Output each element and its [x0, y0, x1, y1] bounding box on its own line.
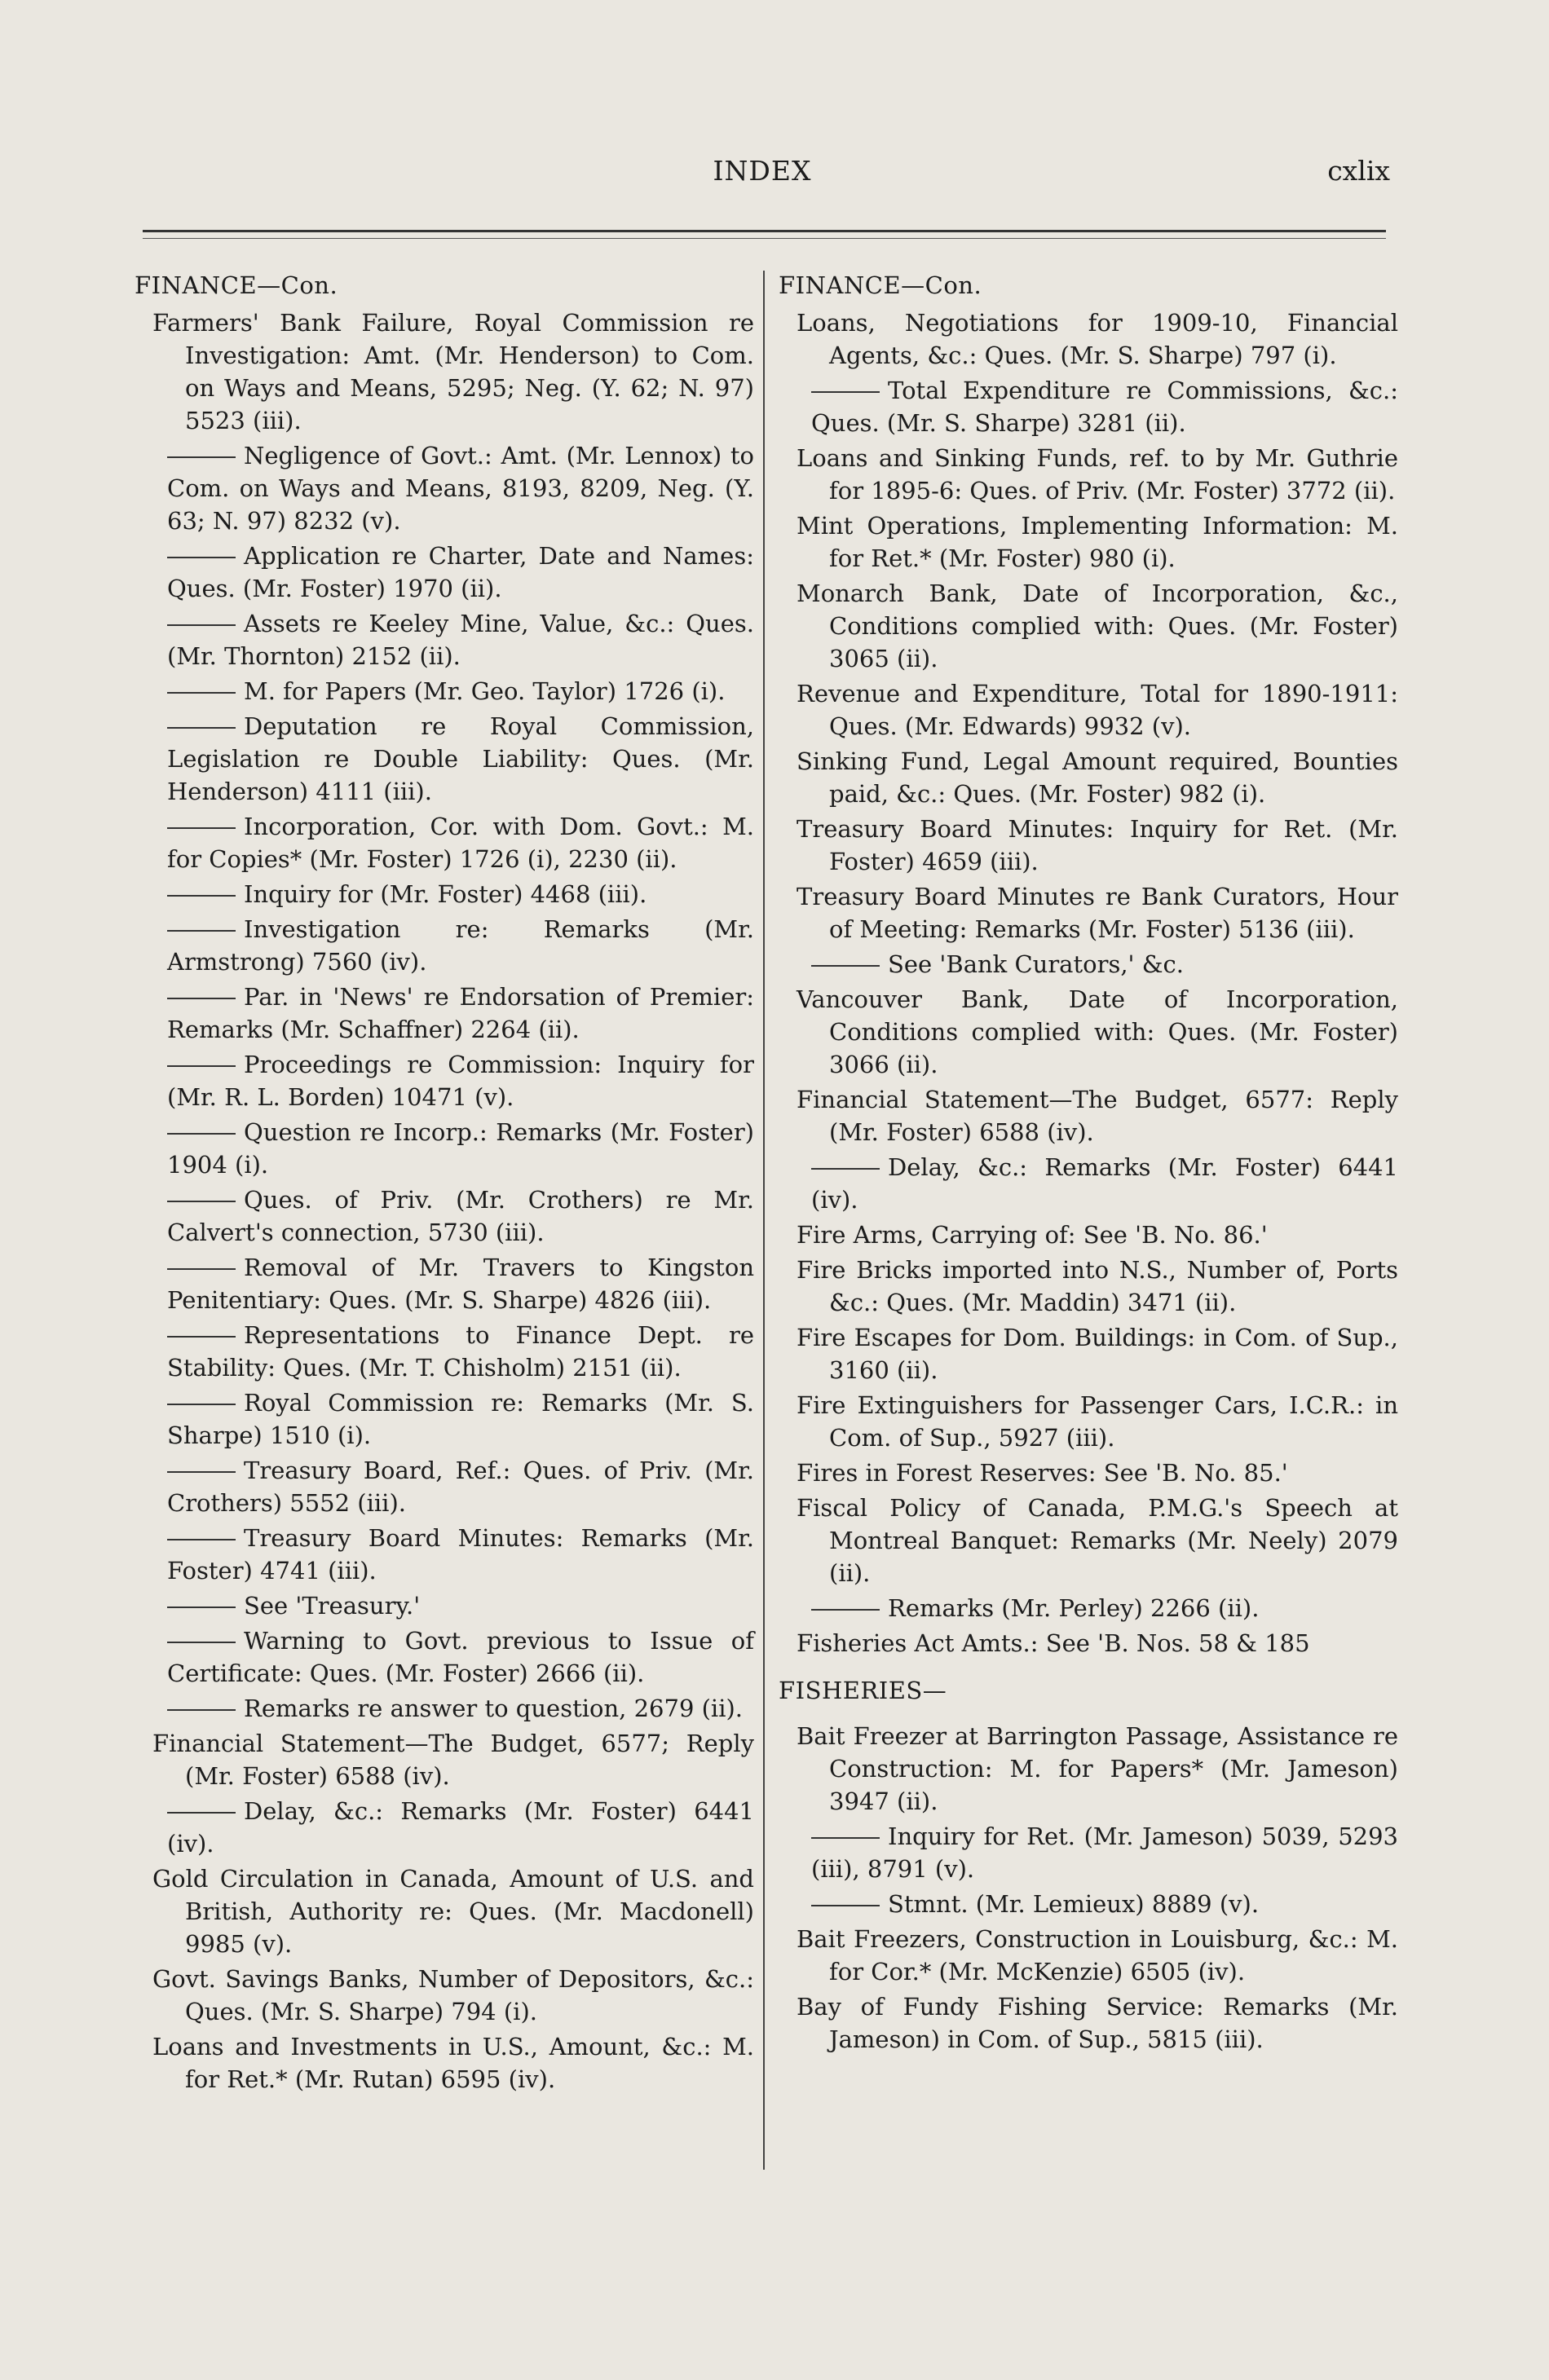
entry-text: Remarks re answer to question, 2679 (ii). [244, 1695, 744, 1722]
index-subentry [779, 1151, 1398, 1216]
index-subentry [779, 374, 1398, 439]
entry-text: Investigation re: Remarks (Mr. Armstrong) 7560 (iv). [167, 915, 754, 976]
ditto-dash [167, 895, 236, 897]
ditto-dash [167, 624, 236, 626]
ditto-dash [811, 1609, 880, 1611]
ditto-dash [167, 456, 236, 458]
index-entry [779, 1923, 1398, 1988]
entry-text: Fire Extinguishers for Passenger Cars, I.C.R.: in Com. of Sup., 5927 (iii). [797, 1391, 1398, 1452]
entry-text: Monarch Bank, Date of Incorporation, &c., Conditions complied with: Ques. (Mr. Foster) 3065 (ii). [797, 580, 1398, 672]
index-subentry [135, 1048, 754, 1113]
index-subentry [135, 1183, 754, 1249]
ditto-dash [167, 998, 236, 999]
index-subentry [135, 1454, 754, 1519]
entry-text: Fiscal Policy of Canada, P.M.G.'s Speech at Montreal Banquet: Remarks (Mr. Neely) 2079 (ii). [797, 1494, 1398, 1587]
index-subentry [135, 1116, 754, 1181]
index-subentry [135, 1522, 754, 1587]
index-entry [779, 983, 1398, 1081]
ditto-dash [167, 692, 236, 694]
header-rule-thick [143, 230, 1386, 232]
entry-text: Deputation re Royal Commission, Legislation re Double Liability: Ques. (Mr. Henderson) 4111 (iii). [167, 712, 754, 805]
index-subentry [135, 913, 754, 978]
entry-text: Delay, &c.: Remarks (Mr. Foster) 6441 (iv). [811, 1153, 1398, 1214]
index-entry [779, 1492, 1398, 1589]
entry-text: Bait Freezer at Barrington Passage, Assistance re Construction: M. for Papers* (Mr. Jameson) 3947 (ii). [797, 1722, 1398, 1815]
entry-text: Loans and Investments in U.S., Amount, &c.: M. for Ret.* (Mr. Rutan) 6595 (iv). [152, 2033, 754, 2093]
entry-text: Revenue and Expenditure, Total for 1890-1911: Ques. (Mr. Edwards) 9932 (v). [797, 680, 1398, 740]
index-subentry [135, 1624, 754, 1690]
index-subentry [135, 540, 754, 605]
index-subentry [135, 1251, 754, 1316]
entry-text: Question re Incorp.: Remarks (Mr. Foster) 1904 (i). [167, 1118, 754, 1179]
ditto-dash [811, 965, 880, 967]
entry-text: Negligence of Govt.: Amt. (Mr. Lennox) to Com. on Ways and Means, 8193, 8209, Neg. (Y. 63; N. 97) 8232 (v). [167, 442, 754, 535]
index-entry [779, 1990, 1398, 2056]
entry-text: Sinking Fund, Legal Amount required, Bounties paid, &c.: Ques. (Mr. Foster) 982 (i). [797, 747, 1398, 808]
index-entry [779, 1627, 1398, 1659]
index-subentry [779, 1820, 1398, 1885]
entry-text: Fire Arms, Carrying of: See 'B. No. 86.' [797, 1221, 1268, 1249]
ditto-dash [167, 1336, 236, 1338]
index-subentry [779, 1888, 1398, 1920]
index-subentry [135, 810, 754, 875]
index-entry [779, 1457, 1398, 1489]
ditto-dash [167, 557, 236, 558]
index-subentry [135, 675, 754, 707]
entry-text: Fires in Forest Reserves: See 'B. No. 85.' [797, 1459, 1288, 1487]
entry-text: Financial Statement—The Budget, 6577; Reply (Mr. Foster) 6588 (iv). [152, 1730, 754, 1790]
entry-text: Treasury Board Minutes: Remarks (Mr. Foster) 4741 (iii). [167, 1524, 754, 1584]
index-entry [135, 2030, 754, 2096]
ditto-dash [167, 1471, 236, 1473]
index-subentry [135, 981, 754, 1046]
entry-text: Vancouver Bank, Date of Incorporation, Conditions complied with: Ques. (Mr. Foster) 3066 (ii). [797, 985, 1398, 1078]
ditto-dash [167, 1268, 236, 1270]
entry-text: See 'Treasury.' [244, 1592, 421, 1620]
entry-text: Par. in 'News' re Endorsation of Premier: Remarks (Mr. Schaffner) 2264 (ii). [167, 983, 754, 1043]
entry-text: Application re Charter, Date and Names: Ques. (Mr. Foster) 1970 (ii). [167, 542, 754, 602]
fisheries-heading: FISHERIES— [779, 1677, 947, 1704]
index-subentry [135, 607, 754, 672]
index-entry [779, 677, 1398, 743]
index-subentry [135, 878, 754, 910]
left-column [135, 269, 754, 2098]
index-subentry [135, 1795, 754, 1860]
index-subentry [135, 1386, 754, 1452]
index-subentry [135, 710, 754, 808]
ditto-dash [811, 1905, 880, 1906]
index-entry [779, 509, 1398, 575]
entry-text: Fire Escapes for Dom. Buildings: in Com. of Sup., 3160 (ii). [797, 1324, 1398, 1384]
entry-text: Stmnt. (Mr. Lemieux) 8889 (v). [888, 1890, 1260, 1918]
ditto-dash [167, 727, 236, 729]
index-entry [779, 1083, 1398, 1148]
index-entry [779, 306, 1398, 372]
ditto-dash [167, 1642, 236, 1643]
entry-text: Treasury Board Minutes re Bank Curators, Hour of Meeting: Remarks (Mr. Foster) 5136 (iii). [797, 883, 1398, 943]
index-subentry [779, 948, 1398, 981]
left-column-heading: FINANCE—Con. [135, 271, 338, 299]
ditto-dash [167, 1201, 236, 1202]
index-entry [779, 1389, 1398, 1454]
entry-text: Gold Circulation in Canada, Amount of U.S. and British, Authority re: Ques. (Mr. Macdonell) 9985 (v). [152, 1865, 754, 1958]
index-entry [135, 1862, 754, 1960]
entry-text: Treasury Board, Ref.: Ques. of Priv. (Mr. Crothers) 5552 (iii). [167, 1457, 754, 1517]
index-entry [135, 1727, 754, 1792]
page-number: cxlix [1327, 155, 1390, 187]
entry-text: M. for Papers (Mr. Geo. Taylor) 1726 (i). [244, 677, 726, 705]
index-entry [779, 813, 1398, 878]
ditto-dash [811, 391, 880, 393]
index-subentry [135, 1692, 754, 1725]
entry-text: Warning to Govt. previous to Issue of Certificate: Ques. (Mr. Foster) 2666 (ii). [167, 1627, 754, 1687]
ditto-dash [167, 1606, 236, 1608]
entry-text: Loans, Negotiations for 1909-10, Financial Agents, &c.: Ques. (Mr. S. Sharpe) 797 (i). [797, 309, 1398, 369]
entry-text: Ques. of Priv. (Mr. Crothers) re Mr. Calvert's connection, 5730 (iii). [167, 1186, 754, 1246]
entry-text: Loans and Sinking Funds, ref. to by Mr. Guthrie for 1895-6: Ques. of Priv. (Mr. Foster) 3772 (ii). [797, 444, 1398, 505]
index-entry [779, 1219, 1398, 1251]
index-entry [135, 1963, 754, 2028]
ditto-dash [167, 1404, 236, 1405]
header-rule-thin [143, 238, 1386, 239]
entry-text: Govt. Savings Banks, Number of Depositors, &c.: Ques. (Mr. S. Sharpe) 794 (i). [152, 1965, 754, 2025]
index-entry [779, 1720, 1398, 1818]
index-subentry [135, 439, 754, 537]
index-entry [779, 1321, 1398, 1386]
right-column [779, 269, 1398, 2058]
ditto-dash [167, 1539, 236, 1540]
entry-text: Total Expenditure re Commissions, &c.: Ques. (Mr. S. Sharpe) 3281 (ii). [811, 377, 1398, 437]
index-entry [779, 880, 1398, 945]
index-entry [135, 306, 754, 437]
ditto-dash [167, 1133, 236, 1135]
entry-text: Fisheries Act Amts.: See 'B. Nos. 58 & 185 [797, 1629, 1310, 1657]
entry-text: Incorporation, Cor. with Dom. Govt.: M. for Copies* (Mr. Foster) 1726 (i), 2230 (ii). [167, 813, 754, 873]
ditto-dash [811, 1837, 880, 1839]
index-entry [779, 745, 1398, 810]
entry-text: Inquiry for Ret. (Mr. Jameson) 5039, 5293 (iii), 8791 (v). [811, 1822, 1398, 1883]
entry-text: Inquiry for (Mr. Foster) 4468 (iii). [244, 880, 647, 908]
left-entry-list [135, 306, 754, 2096]
right-column-heading: FINANCE—Con. [779, 271, 982, 299]
index-entry [779, 577, 1398, 675]
entry-text: Representations to Finance Dept. re Stability: Ques. (Mr. T. Chisholm) 2151 (ii). [167, 1321, 754, 1382]
entry-text: Proceedings re Commission: Inquiry for (Mr. R. L. Borden) 10471 (v). [167, 1051, 754, 1111]
ditto-dash [167, 1709, 236, 1711]
page-title: INDEX [713, 155, 812, 187]
entry-text: Financial Statement—The Budget, 6577: Reply (Mr. Foster) 6588 (iv). [797, 1086, 1398, 1146]
entry-text: Royal Commission re: Remarks (Mr. S. Sharpe) 1510 (i). [167, 1389, 754, 1449]
ditto-dash [167, 1812, 236, 1814]
index-subentry [779, 1592, 1398, 1624]
index-subentry [135, 1319, 754, 1384]
entry-text: Remarks (Mr. Perley) 2266 (ii). [888, 1594, 1260, 1622]
entry-text: Mint Operations, Implementing Information: M. for Ret.* (Mr. Foster) 980 (i). [797, 512, 1398, 572]
entry-text: Farmers' Bank Failure, Royal Commission re Investigation: Amt. (Mr. Henderson) to Com. on Ways and Means, 5295; Neg. (Y. 62; N. 97) 5523 (iii). [152, 309, 754, 434]
entry-text: Treasury Board Minutes: Inquiry for Ret. (Mr. Foster) 4659 (iii). [797, 815, 1398, 875]
index-entry [779, 1254, 1398, 1319]
index-subentry [135, 1589, 754, 1622]
entry-text: See 'Bank Curators,' &c. [888, 950, 1185, 978]
ditto-dash [167, 930, 236, 932]
ditto-dash [167, 827, 236, 829]
index-entry [779, 442, 1398, 507]
right-entry-list [779, 306, 1398, 1659]
entry-text: Assets re Keeley Mine, Value, &c.: Ques. (Mr. Thornton) 2152 (ii). [167, 610, 754, 670]
entry-text: Bay of Fundy Fishing Service: Remarks (Mr. Jameson) in Com. of Sup., 5815 (iii). [797, 1993, 1398, 2053]
fisheries-entry-list [779, 1720, 1398, 2056]
entry-text: Bait Freezers, Construction in Louisburg, &c.: M. for Cor.* (Mr. McKenzie) 6505 (iv). [797, 1925, 1398, 1986]
column-divider [763, 271, 765, 2170]
entry-text: Delay, &c.: Remarks (Mr. Foster) 6441 (iv). [167, 1797, 754, 1858]
page-header [135, 155, 1390, 204]
ditto-dash [811, 1168, 880, 1170]
entry-text: Removal of Mr. Travers to Kingston Penitentiary: Ques. (Mr. S. Sharpe) 4826 (iii). [167, 1254, 754, 1314]
entry-text: Fire Bricks imported into N.S., Number of, Ports &c.: Ques. (Mr. Maddin) 3471 (ii). [797, 1256, 1398, 1316]
ditto-dash [167, 1065, 236, 1067]
